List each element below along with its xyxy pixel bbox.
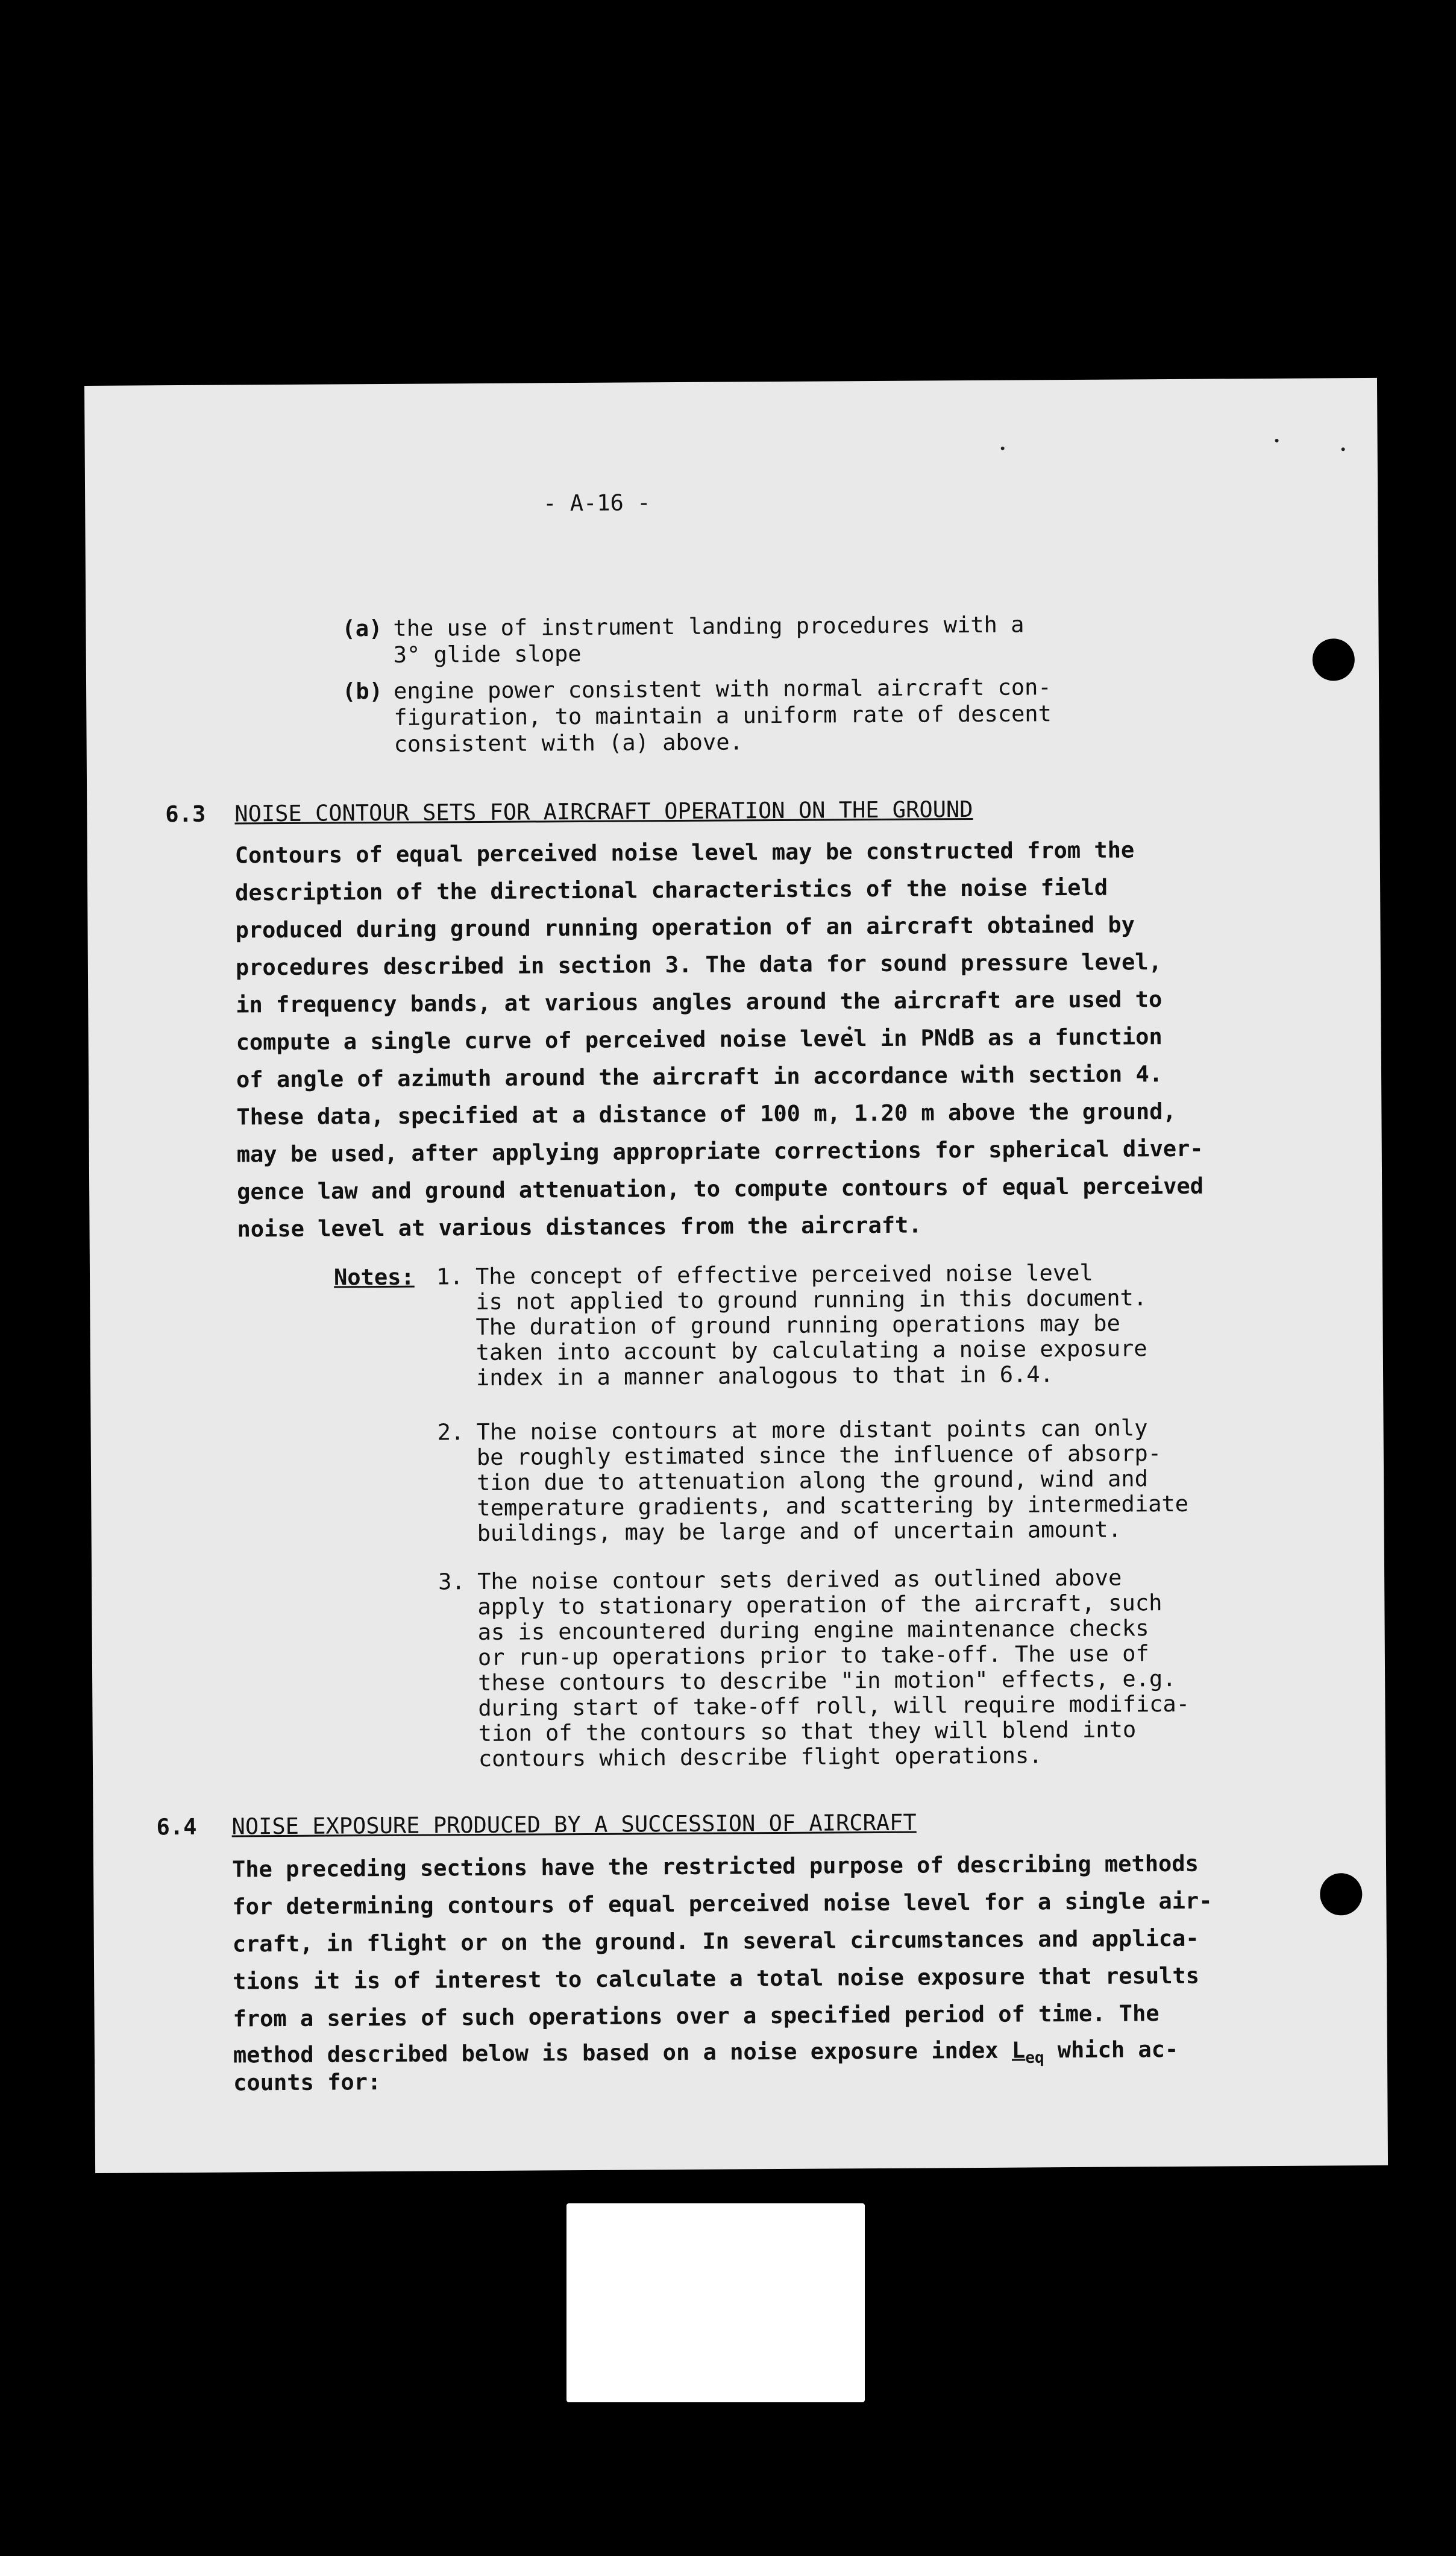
speck bbox=[1001, 447, 1005, 450]
leq-symbol-letter: L bbox=[1011, 2037, 1026, 2063]
note-2-marker: 2. bbox=[437, 1419, 465, 1446]
body-line: These data, specified at a distance of 100 m, 1.20 m above the ground, bbox=[236, 1098, 1176, 1130]
note-1-marker: 1. bbox=[436, 1264, 463, 1290]
note-2-line: be roughly estimated since the influence of absorp- bbox=[476, 1440, 1162, 1471]
list-marker-b: (b) bbox=[342, 678, 383, 705]
speck bbox=[1341, 447, 1345, 451]
note-3-line: or run-up operations prior to take-off. The use of bbox=[477, 1640, 1149, 1671]
note-2-line: The noise contours at more distant points can only bbox=[476, 1415, 1148, 1446]
note-1-line: The concept of effective perceived noise level bbox=[475, 1259, 1093, 1290]
document-page bbox=[84, 378, 1388, 2173]
body-line: in frequency bands, at various angles around the aircraft are used to bbox=[236, 986, 1163, 1018]
list-marker-a: (a) bbox=[342, 615, 383, 642]
section-heading: NOISE EXPOSURE PRODUCED BY A SUCCESSION OF AIRCRAFT bbox=[231, 1809, 917, 1840]
list-item-a: 3° glide slope bbox=[393, 640, 582, 668]
list-item-b: engine power consistent with normal aircraft con- bbox=[393, 674, 1052, 704]
section-number: 6.4 bbox=[156, 1813, 197, 1840]
body-line: for determining contours of equal perceived noise level for a single air- bbox=[232, 1887, 1213, 1920]
note-3-marker: 3. bbox=[438, 1569, 465, 1595]
body-line: noise level at various distances from the aircraft. bbox=[237, 1212, 922, 1242]
body-line: The preceding sections have the restricted purpose of describing methods bbox=[231, 1850, 1199, 1883]
leq-subscript: eq bbox=[1025, 2048, 1044, 2067]
body-text: which ac- bbox=[1044, 2036, 1179, 2063]
note-1-line: The duration of ground running operations may be bbox=[475, 1310, 1120, 1341]
blank-label-card bbox=[566, 2203, 865, 2402]
note-3-line: during start of take-off roll, will require modifica- bbox=[478, 1690, 1190, 1722]
section-heading: NOISE CONTOUR SETS FOR AIRCRAFT OPERATION ON THE GROUND bbox=[234, 796, 973, 827]
body-text: method described below is based on a noise exposure index bbox=[233, 2037, 1012, 2068]
note-3-line: contours which describe flight operations. bbox=[478, 1742, 1043, 1772]
note-3-line: tion of the contours so that they will blend into bbox=[478, 1716, 1137, 1747]
page-header: - A-16 - bbox=[543, 489, 651, 517]
body-line: compute a single curve of perceived noise level in PNdB as a function bbox=[236, 1024, 1163, 1056]
list-item-b: figuration, to maintain a uniform rate of descent bbox=[394, 700, 1052, 731]
note-2-line: temperature gradients, and scattering by intermediate bbox=[477, 1490, 1189, 1522]
section-number: 6.3 bbox=[165, 801, 206, 828]
leq-symbol bbox=[1011, 2037, 1044, 2067]
body-line: of angle of azimuth around the aircraft in accordance with section 4. bbox=[236, 1061, 1163, 1093]
note-3-line: apply to stationary operation of the aircraft, such bbox=[477, 1590, 1163, 1620]
punch-hole bbox=[1313, 638, 1355, 681]
body-line: counts for: bbox=[233, 2069, 381, 2096]
punch-hole bbox=[1320, 1873, 1362, 1915]
list-item-b: consistent with (a) above. bbox=[394, 729, 743, 757]
notes-label: Notes: bbox=[333, 1264, 415, 1291]
note-1-line: taken into account by calculating a noise exposure bbox=[475, 1335, 1147, 1366]
body-line: description of the directional characteristics of the noise field bbox=[235, 874, 1108, 906]
note-3-line: as is encountered during engine maintenance checks bbox=[477, 1615, 1149, 1646]
body-line: craft, in flight or on the ground. In several circumstances and applica- bbox=[232, 1925, 1199, 1957]
note-2-line: tion due to attenuation along the ground, wind and bbox=[476, 1465, 1149, 1496]
body-line: procedures described in section 3. The data for sound pressure level, bbox=[235, 949, 1163, 981]
body-line: tions it is of interest to calculate a total noise exposure that results bbox=[233, 1962, 1200, 1995]
speck bbox=[1275, 439, 1279, 442]
note-3-line: these contours to describe "in motion" effects, e.g. bbox=[478, 1665, 1176, 1696]
body-line: gence law and ground attenuation, to compute contours of equal perceived bbox=[237, 1173, 1204, 1205]
body-line: from a series of such operations over a specified period of time. The bbox=[233, 2000, 1159, 2032]
body-line: may be used, after applying appropriate corrections for spherical diver- bbox=[236, 1135, 1203, 1168]
list-item-a: the use of instrument landing procedures with a bbox=[393, 611, 1025, 641]
note-1-line: is not applied to ground running in this document. bbox=[475, 1285, 1147, 1315]
body-line: produced during ground running operation of an aircraft obtained by bbox=[235, 911, 1135, 943]
note-3-line: The noise contour sets derived as outlined above bbox=[477, 1564, 1122, 1595]
note-2-line: buildings, may be large and of uncertain amount. bbox=[477, 1516, 1122, 1547]
body-line: Contours of equal perceived noise level may be constructed from the bbox=[234, 837, 1135, 869]
note-1-line: index in a manner analogous to that in 6.4. bbox=[475, 1361, 1054, 1391]
